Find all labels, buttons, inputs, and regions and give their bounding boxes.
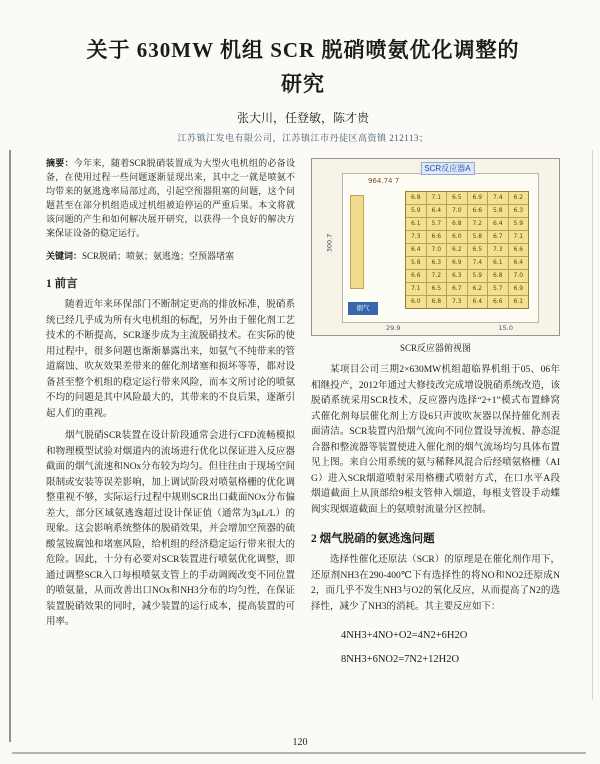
grid-cell: 6.5 [427,283,447,295]
scan-artifact-right [592,150,593,700]
grid-cell: 7.1 [509,231,529,243]
grid-cell: 5.9 [406,205,426,217]
scan-artifact-bottom [12,752,586,754]
grid-cell: 6.2 [468,283,488,295]
reactor-grid [405,191,529,309]
abstract-text: 今年来，随着SCR脱硝装置成为大型火电机组的必备设备，在使用过程一些问题逐渐显现出来，其中之一就是喷氨不均带来的氨逃逸率局部过高，引起空预器阻塞的问题，这个问题甚至在部分机组造成过机组被迫停运的严重后果。本文将就该问题的产生和如何解决展开研究，以获得一个良好的解决方案保证设备的稳定运行。 [46,158,295,239]
scan-artifact-left [9,150,11,742]
figure-inlet-box: 烟气 [348,302,378,315]
section-2-heading: 2 烟气脱硝的氨逃逸问题 [311,533,435,546]
affiliation: 江苏镇江发电有限公司，江苏镇江市丹徒区高资镇 212113； [177,133,429,144]
keywords-text: SCR脱硝；喷氨；氨逃逸；空预器堵塞 [82,251,235,262]
grid-cell: 6.5 [447,192,467,204]
right-column [311,156,560,672]
grid-cell: 6.7 [447,283,467,295]
grid-cell: 6.4 [427,205,447,217]
grid-cell: 6.6 [427,231,447,243]
grid-cell: 7.3 [447,296,467,308]
aig-strip [350,195,364,289]
grid-cell: 6.4 [406,244,426,256]
figure-top-value: 964.74 7 [368,177,400,186]
paper-title [46,34,560,101]
grid-cell: 6.3 [427,257,447,269]
grid-cell: 5.9 [468,270,488,282]
grid-cell: 6.2 [509,192,529,204]
equation-1: 4NH3+4NO+O2=4N2+6H2O [341,630,468,642]
grid-cell: 5.8 [406,257,426,269]
grid-cell: 7.1 [406,283,426,295]
grid-cell: 6.4 [509,257,529,269]
section-1-heading: 1 前言 [46,278,78,291]
grid-cell: 5.9 [509,218,529,230]
grid-cell: 6.1 [406,218,426,230]
grid-cell: 7.1 [427,192,447,204]
grid-cell: 6.6 [468,205,488,217]
grid-cell: 6.6 [488,296,508,308]
grid-cell: 6.3 [509,205,529,217]
content-columns [46,156,560,672]
grid-cell: 7.3 [488,244,508,256]
keywords [46,249,295,263]
grid-cell: 6.4 [468,296,488,308]
grid-cell: 6.9 [509,283,529,295]
grid-cell: 7.2 [427,270,447,282]
grid-cell: 6.6 [509,244,529,256]
figure-bottom-value-1: 29.9 [386,324,401,333]
grid-cell: 6.7 [488,231,508,243]
grid-cell: 6.8 [488,270,508,282]
figure-scr-reactor [311,158,560,336]
grid-cell: 7.3 [406,231,426,243]
grid-cell: 6.8 [447,218,467,230]
paper-title-line2: 研究 [281,71,325,96]
figure-caption: SCR反应器俯视图 [399,343,471,354]
grid-cell: 6.8 [406,192,426,204]
grid-cell: 5.7 [488,283,508,295]
grid-cell: 7.0 [509,270,529,282]
grid-cell: 7.2 [468,218,488,230]
reaction-equations [341,624,560,672]
abstract [46,156,295,240]
grid-cell: 6.0 [406,296,426,308]
plant-description-para: 某项目公司三期2×630MW机组超临界机组于05、06年相继投产，2012年通过大修技改完成增设脱硝系统改造，该脱硝系统采用SCR技术，反应器内选择“2+1”模式布置蜂窝式催化剂每层催化剂上方设6只声波吹灰器以保持催化剂表面清洁。SCR装置内沿烟气流向不同位置设导流板、静态混合器和整流器等装置使进入催化剂的烟气流场均匀具体布置见上图。来自公用系统的氨与稀释风混合后经喷氨格栅（AIG）进入SCR烟道喷射采用格栅式喷射方式，在口水平A段烟道截面上从顶部给9根支管伸入烟道，每根支管设手动蝶阀实现烟道截面上的氨喷射流量分区控制。 [311,365,560,515]
grid-cell: 6.9 [468,192,488,204]
grid-cell: 5.8 [488,205,508,217]
keywords-label: 关键词： [46,251,83,262]
grid-cell: 6.8 [427,296,447,308]
grid-cell: 7.0 [447,205,467,217]
equation-2: 8NH3+6NO2=7N2+12H2O [341,654,460,666]
page-number: 120 [292,737,308,748]
figure-reactor-label: SCR反应器A [420,162,474,175]
grid-cell: 6.1 [488,257,508,269]
grid-cell: 6.3 [447,270,467,282]
grid-cell: 6.0 [447,231,467,243]
grid-cell: 7.4 [488,192,508,204]
section-2-para-1: 选择性催化还原法（SCR）的原理是在催化剂作用下，还原剂NH3在290-400℃下有选择性的将NO和NO2还原成N2，而几乎不发生NH3与O2的氧化反应，从而提高了N2的选择性，减少了NH3的消耗。其主要反应如下： [311,555,560,612]
figure-side-value: 300.7 [325,233,334,253]
grid-cell: 6.1 [509,296,529,308]
authors: 张大川，任登敏，陈才贵 [236,111,369,126]
section-1-para-2: 烟气脱硝SCR装置在设计阶段通常会进行CFD流畅模拟和物理模型试验对烟道内的流场进行优化以保证进入反应器截面的烟气流速和NOx分布较为均匀。但往往由于现场空间限制或安装等误差影响，加上调试阶段对喷氨格栅的优化调整重视不够，实际运行过程中规则SCR出口截面NOx分布偏差大，部分区域氨逃逸超过设计保证值（通常为3μL/L）的现象。这会影响系统整体的脱硝效果，并会增加空预器的硫酸氢铵腐蚀和堵塞风险，给机组的经济稳定运行带来很大的危险。因此，十分有必要对SCR装置进行喷氨优化调整，即通过调整SCR入口每根喷氨支管上的手动调阀改变不同位置的喷氨量，从而改善出口NOx和NH3分布的均匀性，在保证装置脱硝效果的同时，减少装置的运行成本，提高装置的可用率。 [46,431,295,628]
grid-cell: 7.0 [427,244,447,256]
grid-cell: 5.8 [468,231,488,243]
section-1-para-1: 随着近年来环保部门不断制定更高的排放标准，脱硝系统已经几乎成为所有火电机组的标配，另外由于催化剂工艺技术的不断提高，SCR逐步成为主流脱硝技术。在实际的使用过程中，很多问题也渐渐暴露出来，如氨气不纯带来的管道腐蚀、吹灰效果差带来的催化剂堵塞和损坏等等，都对设备甚至整个机组的稳定运行带来风险，而本文所讨论的喷氨不均的问题是其中风险最大的，其带来的不良后果，逐渐引起人们的重视。 [46,300,295,419]
grid-cell: 5.7 [427,218,447,230]
grid-cell: 6.5 [468,244,488,256]
grid-cell: 6.9 [447,257,467,269]
grid-cell: 7.4 [468,257,488,269]
left-column [46,156,295,672]
grid-cell: 6.6 [406,270,426,282]
grid-cell: 6.2 [447,244,467,256]
abstract-label: 摘要： [46,158,74,169]
figure-bottom-value-2: 15.0 [498,324,513,333]
grid-cell: 6.4 [488,218,508,230]
paper-title-line1: 关于 630MW 机组 SCR 脱硝喷氨优化调整的 [86,38,520,62]
